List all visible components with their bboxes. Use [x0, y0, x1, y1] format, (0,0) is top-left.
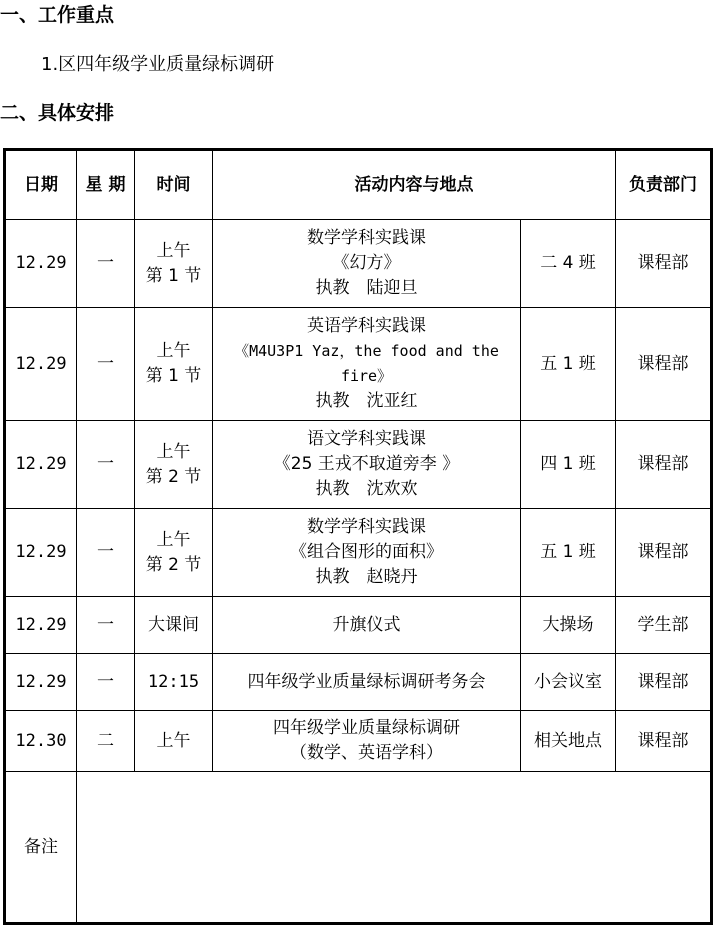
header-dept: 负责部门 — [616, 150, 712, 220]
cell-place: 四 1 班 — [521, 421, 616, 509]
activity-line: 《幻方》 — [332, 253, 401, 273]
header-date: 日期 — [5, 150, 77, 220]
time-line: 第 2 节 — [145, 554, 202, 575]
table-row — [5, 597, 712, 654]
cell-weekday: 一 — [77, 220, 135, 308]
activity-line: 数学学科实践课 — [307, 228, 426, 248]
time-line: 上午 — [156, 240, 191, 261]
time-line: 第 1 节 — [145, 265, 202, 286]
cell-time: 上午 — [135, 711, 213, 772]
cell-place: 五 1 班 — [521, 308, 616, 421]
cell-weekday: 二 — [77, 711, 135, 772]
time-line: 上午 — [156, 529, 191, 550]
cell-date: 12.29 — [5, 509, 77, 597]
activity-line: 数学学科实践课 — [307, 517, 426, 537]
table-row — [5, 308, 712, 421]
work-focus-item: 1.区四年级学业质量绿标调研 — [41, 54, 275, 75]
table-header-row — [5, 150, 712, 220]
cell-time — [135, 220, 213, 308]
cell-place: 二 4 班 — [521, 220, 616, 308]
cell-activity — [213, 220, 521, 308]
cell-activity — [213, 421, 521, 509]
activity-line: 执教 赵晓丹 — [315, 567, 418, 587]
cell-dept: 学生部 — [616, 597, 712, 654]
cell-dept: 课程部 — [616, 654, 712, 711]
activity-line: 《组合图形的面积》 — [290, 542, 443, 562]
cell-date: 12.29 — [5, 421, 77, 509]
header-activity: 活动内容与地点 — [213, 150, 616, 220]
cell-activity: 升旗仪式 — [213, 597, 521, 654]
cell-date: 12.30 — [5, 711, 77, 772]
cell-activity: 四年级学业质量绿标调研考务会 — [213, 654, 521, 711]
cell-place: 大操场 — [521, 597, 616, 654]
remark-body[interactable] — [77, 772, 712, 924]
cell-place: 相关地点 — [521, 711, 616, 772]
cell-date: 12.29 — [5, 220, 77, 308]
time-line: 上午 — [156, 341, 191, 361]
cell-weekday: 一 — [77, 509, 135, 597]
cell-dept: 课程部 — [616, 711, 712, 772]
table-row — [5, 654, 712, 711]
cell-time — [135, 421, 213, 509]
cell-date: 12.29 — [5, 654, 77, 711]
activity-line: 《25 王戎不取道旁李 》 — [273, 454, 460, 474]
cell-dept: 课程部 — [616, 421, 712, 509]
section-heading-work-focus: 一、工作重点 — [0, 4, 115, 26]
cell-time — [135, 509, 213, 597]
time-line: 第 2 节 — [145, 466, 202, 487]
cell-time: 大课间 — [135, 597, 213, 654]
cell-activity — [213, 509, 521, 597]
cell-activity — [213, 308, 521, 421]
cell-activity — [213, 711, 521, 772]
remark-label: 备注 — [5, 772, 77, 924]
cell-date: 12.29 — [5, 597, 77, 654]
cell-weekday: 一 — [77, 597, 135, 654]
cell-dept: 课程部 — [616, 308, 712, 421]
time-line: 第 1 节 — [145, 366, 202, 386]
cell-weekday: 一 — [77, 654, 135, 711]
activity-line: 英语学科实践课 — [307, 316, 426, 336]
cell-weekday: 一 — [77, 308, 135, 421]
table-row — [5, 509, 712, 597]
table-row — [5, 711, 712, 772]
activity-line: 执教 陆迎旦 — [315, 278, 418, 298]
schedule-table — [3, 148, 713, 925]
cell-dept: 课程部 — [616, 220, 712, 308]
table-row — [5, 421, 712, 509]
cell-place: 五 1 班 — [521, 509, 616, 597]
header-time: 时间 — [135, 150, 213, 220]
time-line: 上午 — [156, 441, 191, 462]
cell-time: 12:15 — [135, 654, 213, 711]
header-weekday: 星 期 — [77, 150, 135, 220]
cell-dept: 课程部 — [616, 509, 712, 597]
remark-row — [5, 772, 712, 924]
activity-line: 执教 沈亚红 — [315, 391, 418, 411]
activity-line: 执教 沈欢欢 — [315, 479, 418, 499]
activity-line: 四年级学业质量绿标调研 — [273, 718, 460, 738]
activity-line: （数学、英语学科） — [290, 743, 443, 763]
cell-place: 小会议室 — [521, 654, 616, 711]
cell-weekday: 一 — [77, 421, 135, 509]
activity-line: 《M4U3P1 Yaz，the food and the — [234, 342, 499, 360]
activity-line: fire》 — [340, 367, 393, 385]
cell-time — [135, 308, 213, 421]
table-row — [5, 220, 712, 308]
section-heading-schedule: 二、具体安排 — [0, 102, 115, 124]
activity-line: 语文学科实践课 — [307, 429, 426, 449]
cell-date: 12.29 — [5, 308, 77, 421]
